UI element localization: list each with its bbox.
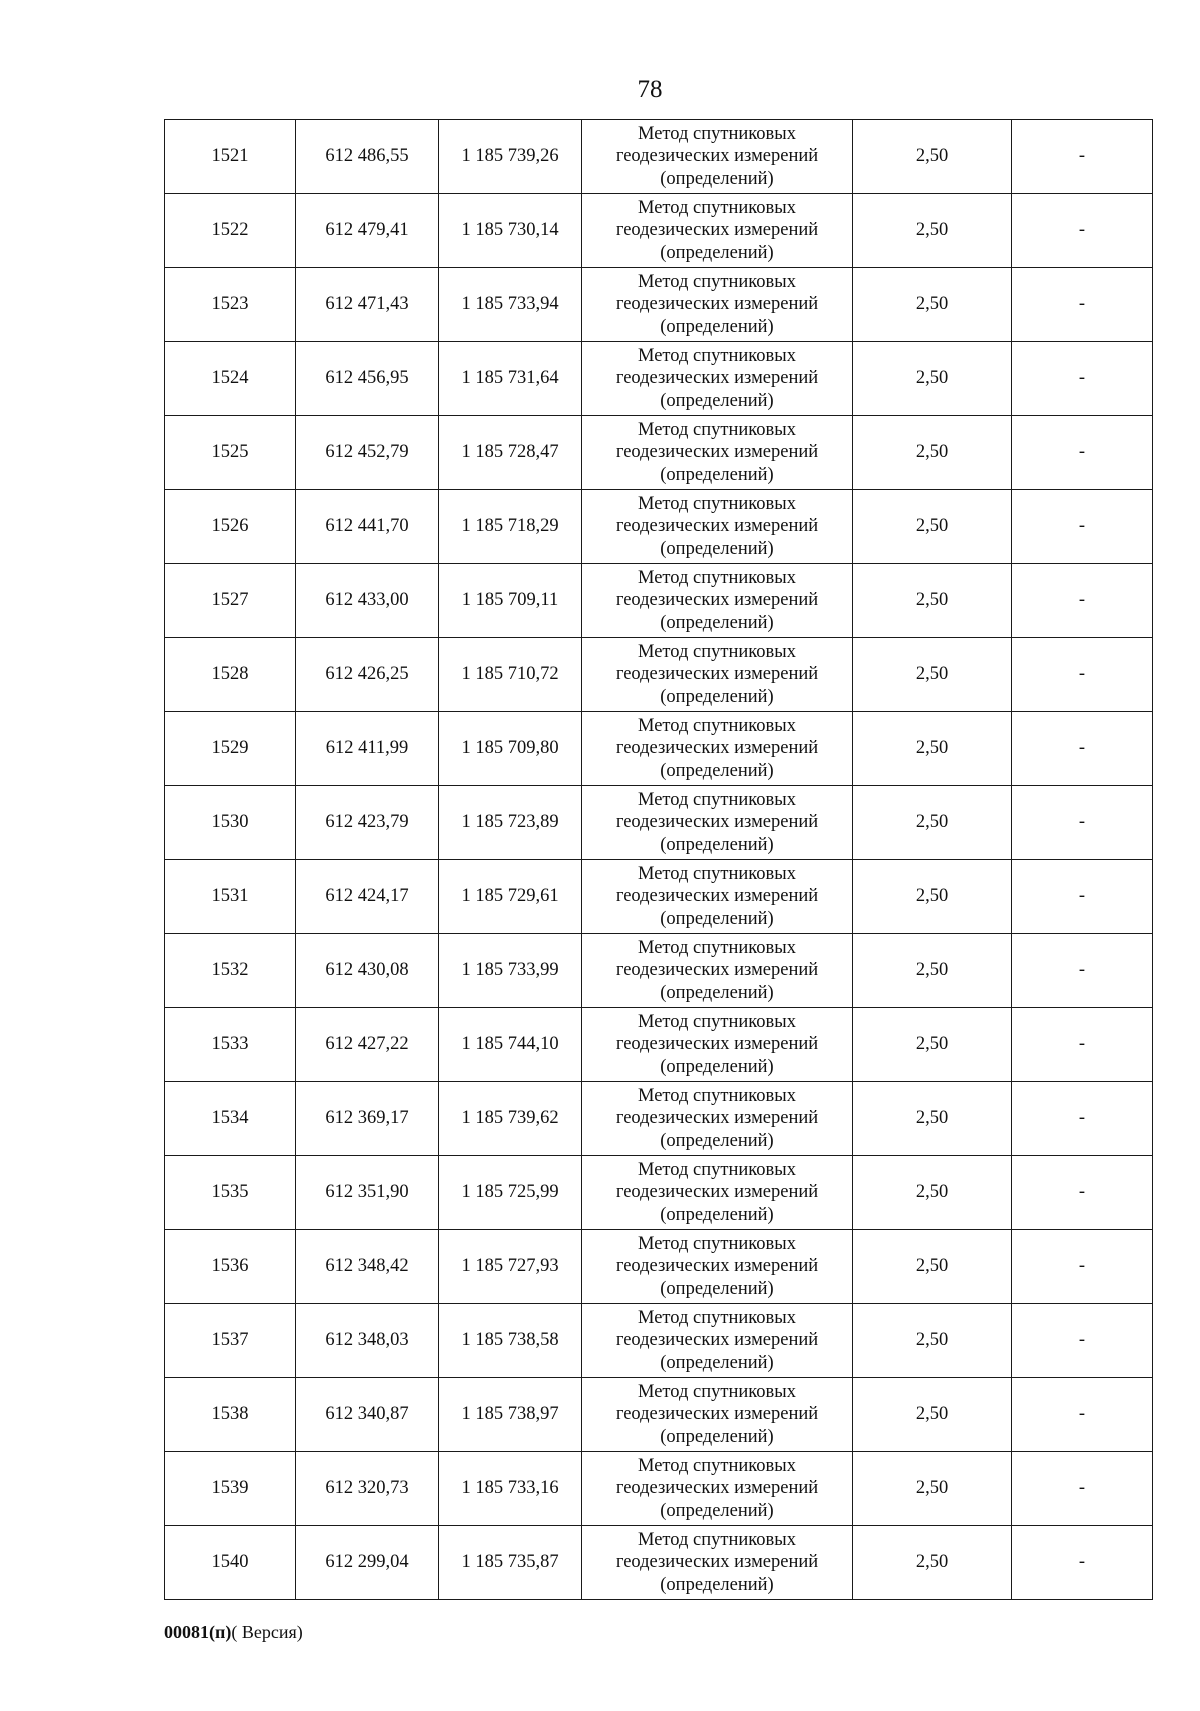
point-number-cell: 1521 [165, 120, 296, 194]
description-cell: - [1012, 934, 1153, 1008]
point-number-cell: 1536 [165, 1230, 296, 1304]
precision-cell: 2,50 [853, 342, 1012, 416]
x-coordinate-cell: 612 423,79 [296, 786, 439, 860]
method-text-line: геодезических измерений [615, 146, 819, 167]
method-cell [582, 490, 853, 564]
y-coordinate-cell: 1 185 738,97 [439, 1378, 582, 1452]
precision-cell: 2,50 [853, 786, 1012, 860]
description-cell: - [1012, 1156, 1153, 1230]
precision-cell: 2,50 [853, 490, 1012, 564]
point-number-cell: 1526 [165, 490, 296, 564]
method-cell [582, 786, 853, 860]
description-cell: - [1012, 1230, 1153, 1304]
method-cell [582, 1008, 853, 1082]
y-coordinate-cell: 1 185 739,26 [439, 120, 582, 194]
table-row [165, 564, 1153, 638]
point-number-cell: 1532 [165, 934, 296, 1008]
table-row [165, 1452, 1153, 1526]
method-cell [582, 268, 853, 342]
document-code: 00081(п) [164, 1622, 232, 1642]
point-number-cell: 1534 [165, 1082, 296, 1156]
y-coordinate-cell: 1 185 733,94 [439, 268, 582, 342]
method-cell [582, 416, 853, 490]
method-text-line: Метод спутниковых [638, 715, 796, 736]
x-coordinate-cell: 612 441,70 [296, 490, 439, 564]
method-text-line: (определений) [660, 834, 774, 855]
precision-cell: 2,50 [853, 268, 1012, 342]
table-row [165, 1082, 1153, 1156]
description-cell: - [1012, 1082, 1153, 1156]
table-row [165, 1304, 1153, 1378]
method-text-line: (определений) [660, 1204, 774, 1225]
table-row [165, 1156, 1153, 1230]
x-coordinate-cell: 612 479,41 [296, 194, 439, 268]
y-coordinate-cell: 1 185 718,29 [439, 490, 582, 564]
point-number-cell: 1535 [165, 1156, 296, 1230]
method-text-line: (определений) [660, 612, 774, 633]
method-text-line: Метод спутниковых [638, 1233, 796, 1254]
point-number-cell: 1537 [165, 1304, 296, 1378]
description-cell: - [1012, 1452, 1153, 1526]
method-text-line: геодезических измерений [615, 1256, 819, 1277]
description-cell: - [1012, 786, 1153, 860]
method-cell [582, 342, 853, 416]
method-text-line: Метод спутниковых [638, 1159, 796, 1180]
method-cell [582, 1304, 853, 1378]
method-text-line: (определений) [660, 1352, 774, 1373]
method-text-line: (определений) [660, 1426, 774, 1447]
method-text-line: Метод спутниковых [638, 271, 796, 292]
y-coordinate-cell: 1 185 744,10 [439, 1008, 582, 1082]
point-number-cell: 1529 [165, 712, 296, 786]
method-cell [582, 1526, 853, 1600]
method-text-line: геодезических измерений [615, 368, 819, 389]
precision-cell: 2,50 [853, 1304, 1012, 1378]
method-text-line: геодезических измерений [615, 1404, 819, 1425]
method-text-line: (определений) [660, 908, 774, 929]
method-text-line: Метод спутниковых [638, 789, 796, 810]
y-coordinate-cell: 1 185 709,80 [439, 712, 582, 786]
table-row [165, 786, 1153, 860]
description-cell: - [1012, 1008, 1153, 1082]
method-text-line: геодезических измерений [615, 664, 819, 685]
y-coordinate-cell: 1 185 728,47 [439, 416, 582, 490]
method-text-line: (определений) [660, 982, 774, 1003]
method-text-line: Метод спутниковых [638, 641, 796, 662]
point-number-cell: 1531 [165, 860, 296, 934]
description-cell: - [1012, 120, 1153, 194]
method-text-line: (определений) [660, 686, 774, 707]
table-row [165, 712, 1153, 786]
precision-cell: 2,50 [853, 1230, 1012, 1304]
method-text-line: геодезических измерений [615, 516, 819, 537]
method-text-line: (определений) [660, 1500, 774, 1521]
point-number-cell: 1539 [165, 1452, 296, 1526]
method-text-line: (определений) [660, 1278, 774, 1299]
method-text-line: Метод спутниковых [638, 1307, 796, 1328]
method-text-line: (определений) [660, 538, 774, 559]
method-text-line: Метод спутниковых [638, 197, 796, 218]
method-cell [582, 934, 853, 1008]
y-coordinate-cell: 1 185 731,64 [439, 342, 582, 416]
y-coordinate-cell: 1 185 733,99 [439, 934, 582, 1008]
precision-cell: 2,50 [853, 1378, 1012, 1452]
coordinates-table [164, 119, 1153, 1600]
method-text-line: Метод спутниковых [638, 1011, 796, 1032]
precision-cell: 2,50 [853, 1452, 1012, 1526]
method-text-line: Метод спутниковых [638, 1529, 796, 1550]
description-cell: - [1012, 1378, 1153, 1452]
method-text-line: Метод спутниковых [638, 567, 796, 588]
y-coordinate-cell: 1 185 738,58 [439, 1304, 582, 1378]
table-row [165, 342, 1153, 416]
method-cell [582, 1230, 853, 1304]
method-text-line: (определений) [660, 168, 774, 189]
precision-cell: 2,50 [853, 712, 1012, 786]
precision-cell: 2,50 [853, 1008, 1012, 1082]
method-cell [582, 860, 853, 934]
method-text-line: Метод спутниковых [638, 863, 796, 884]
method-text-line: (определений) [660, 316, 774, 337]
method-text-line: Метод спутниковых [638, 1381, 796, 1402]
method-text-line: (определений) [660, 760, 774, 781]
description-cell: - [1012, 1526, 1153, 1600]
method-text-line: геодезических измерений [615, 1108, 819, 1129]
y-coordinate-cell: 1 185 710,72 [439, 638, 582, 712]
precision-cell: 2,50 [853, 934, 1012, 1008]
table-row [165, 638, 1153, 712]
method-cell [582, 638, 853, 712]
x-coordinate-cell: 612 369,17 [296, 1082, 439, 1156]
table-row [165, 1378, 1153, 1452]
x-coordinate-cell: 612 299,04 [296, 1526, 439, 1600]
method-text-line: геодезических измерений [615, 1330, 819, 1351]
x-coordinate-cell: 612 486,55 [296, 120, 439, 194]
method-text-line: Метод спутниковых [638, 937, 796, 958]
method-text-line: геодезических измерений [615, 442, 819, 463]
y-coordinate-cell: 1 185 730,14 [439, 194, 582, 268]
x-coordinate-cell: 612 348,42 [296, 1230, 439, 1304]
y-coordinate-cell: 1 185 725,99 [439, 1156, 582, 1230]
table-row [165, 1230, 1153, 1304]
x-coordinate-cell: 612 320,73 [296, 1452, 439, 1526]
description-cell: - [1012, 194, 1153, 268]
method-text-line: (определений) [660, 1056, 774, 1077]
method-cell [582, 1156, 853, 1230]
method-text-line: Метод спутниковых [638, 1085, 796, 1106]
page-number: 78 [637, 76, 663, 103]
method-text-line: геодезических измерений [615, 960, 819, 981]
table-row [165, 194, 1153, 268]
method-text-line: (определений) [660, 1130, 774, 1151]
method-text-line: (определений) [660, 464, 774, 485]
x-coordinate-cell: 612 351,90 [296, 1156, 439, 1230]
x-coordinate-cell: 612 430,08 [296, 934, 439, 1008]
method-text-line: (определений) [660, 1574, 774, 1595]
method-text-line: геодезических измерений [615, 738, 819, 759]
y-coordinate-cell: 1 185 739,62 [439, 1082, 582, 1156]
x-coordinate-cell: 612 433,00 [296, 564, 439, 638]
point-number-cell: 1527 [165, 564, 296, 638]
method-cell [582, 120, 853, 194]
precision-cell: 2,50 [853, 1526, 1012, 1600]
description-cell: - [1012, 860, 1153, 934]
y-coordinate-cell: 1 185 733,16 [439, 1452, 582, 1526]
precision-cell: 2,50 [853, 564, 1012, 638]
x-coordinate-cell: 612 348,03 [296, 1304, 439, 1378]
method-text-line: Метод спутниковых [638, 123, 796, 144]
method-text-line: геодезических измерений [615, 590, 819, 611]
table-row [165, 934, 1153, 1008]
coordinates-table-body [165, 120, 1153, 1600]
method-text-line: геодезических измерений [615, 886, 819, 907]
point-number-cell: 1524 [165, 342, 296, 416]
document-version: ( Версия) [231, 1622, 303, 1642]
y-coordinate-cell: 1 185 709,11 [439, 564, 582, 638]
description-cell: - [1012, 564, 1153, 638]
description-cell: - [1012, 268, 1153, 342]
table-row [165, 1526, 1153, 1600]
description-cell: - [1012, 342, 1153, 416]
point-number-cell: 1525 [165, 416, 296, 490]
y-coordinate-cell: 1 185 729,61 [439, 860, 582, 934]
point-number-cell: 1540 [165, 1526, 296, 1600]
x-coordinate-cell: 612 471,43 [296, 268, 439, 342]
method-text-line: Метод спутниковых [638, 493, 796, 514]
precision-cell: 2,50 [853, 860, 1012, 934]
description-cell: - [1012, 712, 1153, 786]
x-coordinate-cell: 612 452,79 [296, 416, 439, 490]
method-text-line: геодезических измерений [615, 1552, 819, 1573]
method-text-line: геодезических измерений [615, 294, 819, 315]
method-text-line: Метод спутниковых [638, 419, 796, 440]
description-cell: - [1012, 490, 1153, 564]
x-coordinate-cell: 612 340,87 [296, 1378, 439, 1452]
method-text-line: геодезических измерений [615, 1034, 819, 1055]
precision-cell: 2,50 [853, 638, 1012, 712]
x-coordinate-cell: 612 424,17 [296, 860, 439, 934]
table-row [165, 268, 1153, 342]
method-text-line: геодезических измерений [615, 1478, 819, 1499]
x-coordinate-cell: 612 411,99 [296, 712, 439, 786]
y-coordinate-cell: 1 185 727,93 [439, 1230, 582, 1304]
x-coordinate-cell: 612 427,22 [296, 1008, 439, 1082]
precision-cell: 2,50 [853, 1082, 1012, 1156]
precision-cell: 2,50 [853, 1156, 1012, 1230]
y-coordinate-cell: 1 185 723,89 [439, 786, 582, 860]
table-row [165, 120, 1153, 194]
point-number-cell: 1523 [165, 268, 296, 342]
point-number-cell: 1538 [165, 1378, 296, 1452]
method-cell [582, 1082, 853, 1156]
method-text-line: геодезических измерений [615, 812, 819, 833]
x-coordinate-cell: 612 456,95 [296, 342, 439, 416]
method-cell [582, 564, 853, 638]
table-row [165, 416, 1153, 490]
description-cell: - [1012, 416, 1153, 490]
description-cell: - [1012, 638, 1153, 712]
precision-cell: 2,50 [853, 416, 1012, 490]
y-coordinate-cell: 1 185 735,87 [439, 1526, 582, 1600]
method-cell [582, 712, 853, 786]
point-number-cell: 1528 [165, 638, 296, 712]
point-number-cell: 1533 [165, 1008, 296, 1082]
description-cell: - [1012, 1304, 1153, 1378]
point-number-cell: 1530 [165, 786, 296, 860]
precision-cell: 2,50 [853, 194, 1012, 268]
method-text-line: (определений) [660, 390, 774, 411]
method-text-line: Метод спутниковых [638, 345, 796, 366]
method-text-line: геодезических измерений [615, 220, 819, 241]
table-row [165, 860, 1153, 934]
method-text-line: (определений) [660, 242, 774, 263]
method-cell [582, 1378, 853, 1452]
table-row [165, 490, 1153, 564]
method-text-line: Метод спутниковых [638, 1455, 796, 1476]
method-text-line: геодезических измерений [615, 1182, 819, 1203]
table-row [165, 1008, 1153, 1082]
precision-cell: 2,50 [853, 120, 1012, 194]
x-coordinate-cell: 612 426,25 [296, 638, 439, 712]
point-number-cell: 1522 [165, 194, 296, 268]
method-cell [582, 194, 853, 268]
method-cell [582, 1452, 853, 1526]
document-footer [164, 1622, 303, 1643]
